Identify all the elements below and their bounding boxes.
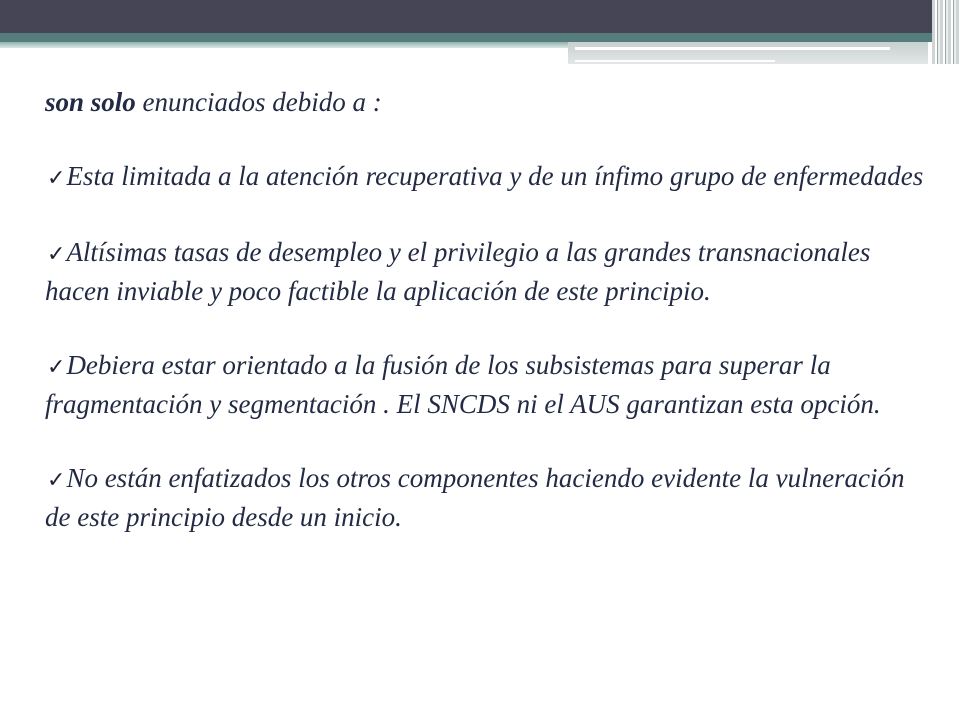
- checkmark-icon: ✓: [47, 468, 66, 493]
- header-teal-shade: [0, 42, 575, 48]
- header-right-stripes: [932, 0, 960, 64]
- bullet-item: [45, 460, 935, 536]
- header-dark-bar: [0, 0, 960, 33]
- intro-bold: son solo: [45, 87, 136, 117]
- intro-text: enunciados debido a :: [135, 87, 382, 117]
- bullet-text: Debiera estar orientado a la fusión de los subsistemas para superar la fragmentación y segmentación . El SNCDS ni el AUS garantizan esta opción.: [45, 350, 881, 419]
- checkmark-icon: ✓: [47, 242, 66, 267]
- checkmark-icon: ✓: [47, 166, 66, 191]
- bullet-text: No están enfatizados los otros componentes haciendo evidente la vulneración de este principio desde un inicio.: [45, 463, 905, 532]
- checkmark-icon: ✓: [47, 355, 66, 380]
- intro-line: [45, 84, 935, 121]
- header-accent-line-short: [575, 60, 775, 62]
- header-accent-line: [575, 47, 890, 50]
- header-teal-band: [0, 33, 960, 42]
- bullet-item: [45, 234, 935, 310]
- slide-body: [45, 84, 935, 573]
- bullet-text: Esta limitada a la atención recuperativa y de un ínfimo grupo de enfermedades: [66, 161, 924, 191]
- bullet-item: [45, 347, 935, 423]
- bullet-item: [45, 158, 935, 197]
- bullet-text: Altísimas tasas de desempleo y el privilegio a las grandes transnacionales hacen inviable y poco factible la aplicación de este principio.: [45, 237, 871, 306]
